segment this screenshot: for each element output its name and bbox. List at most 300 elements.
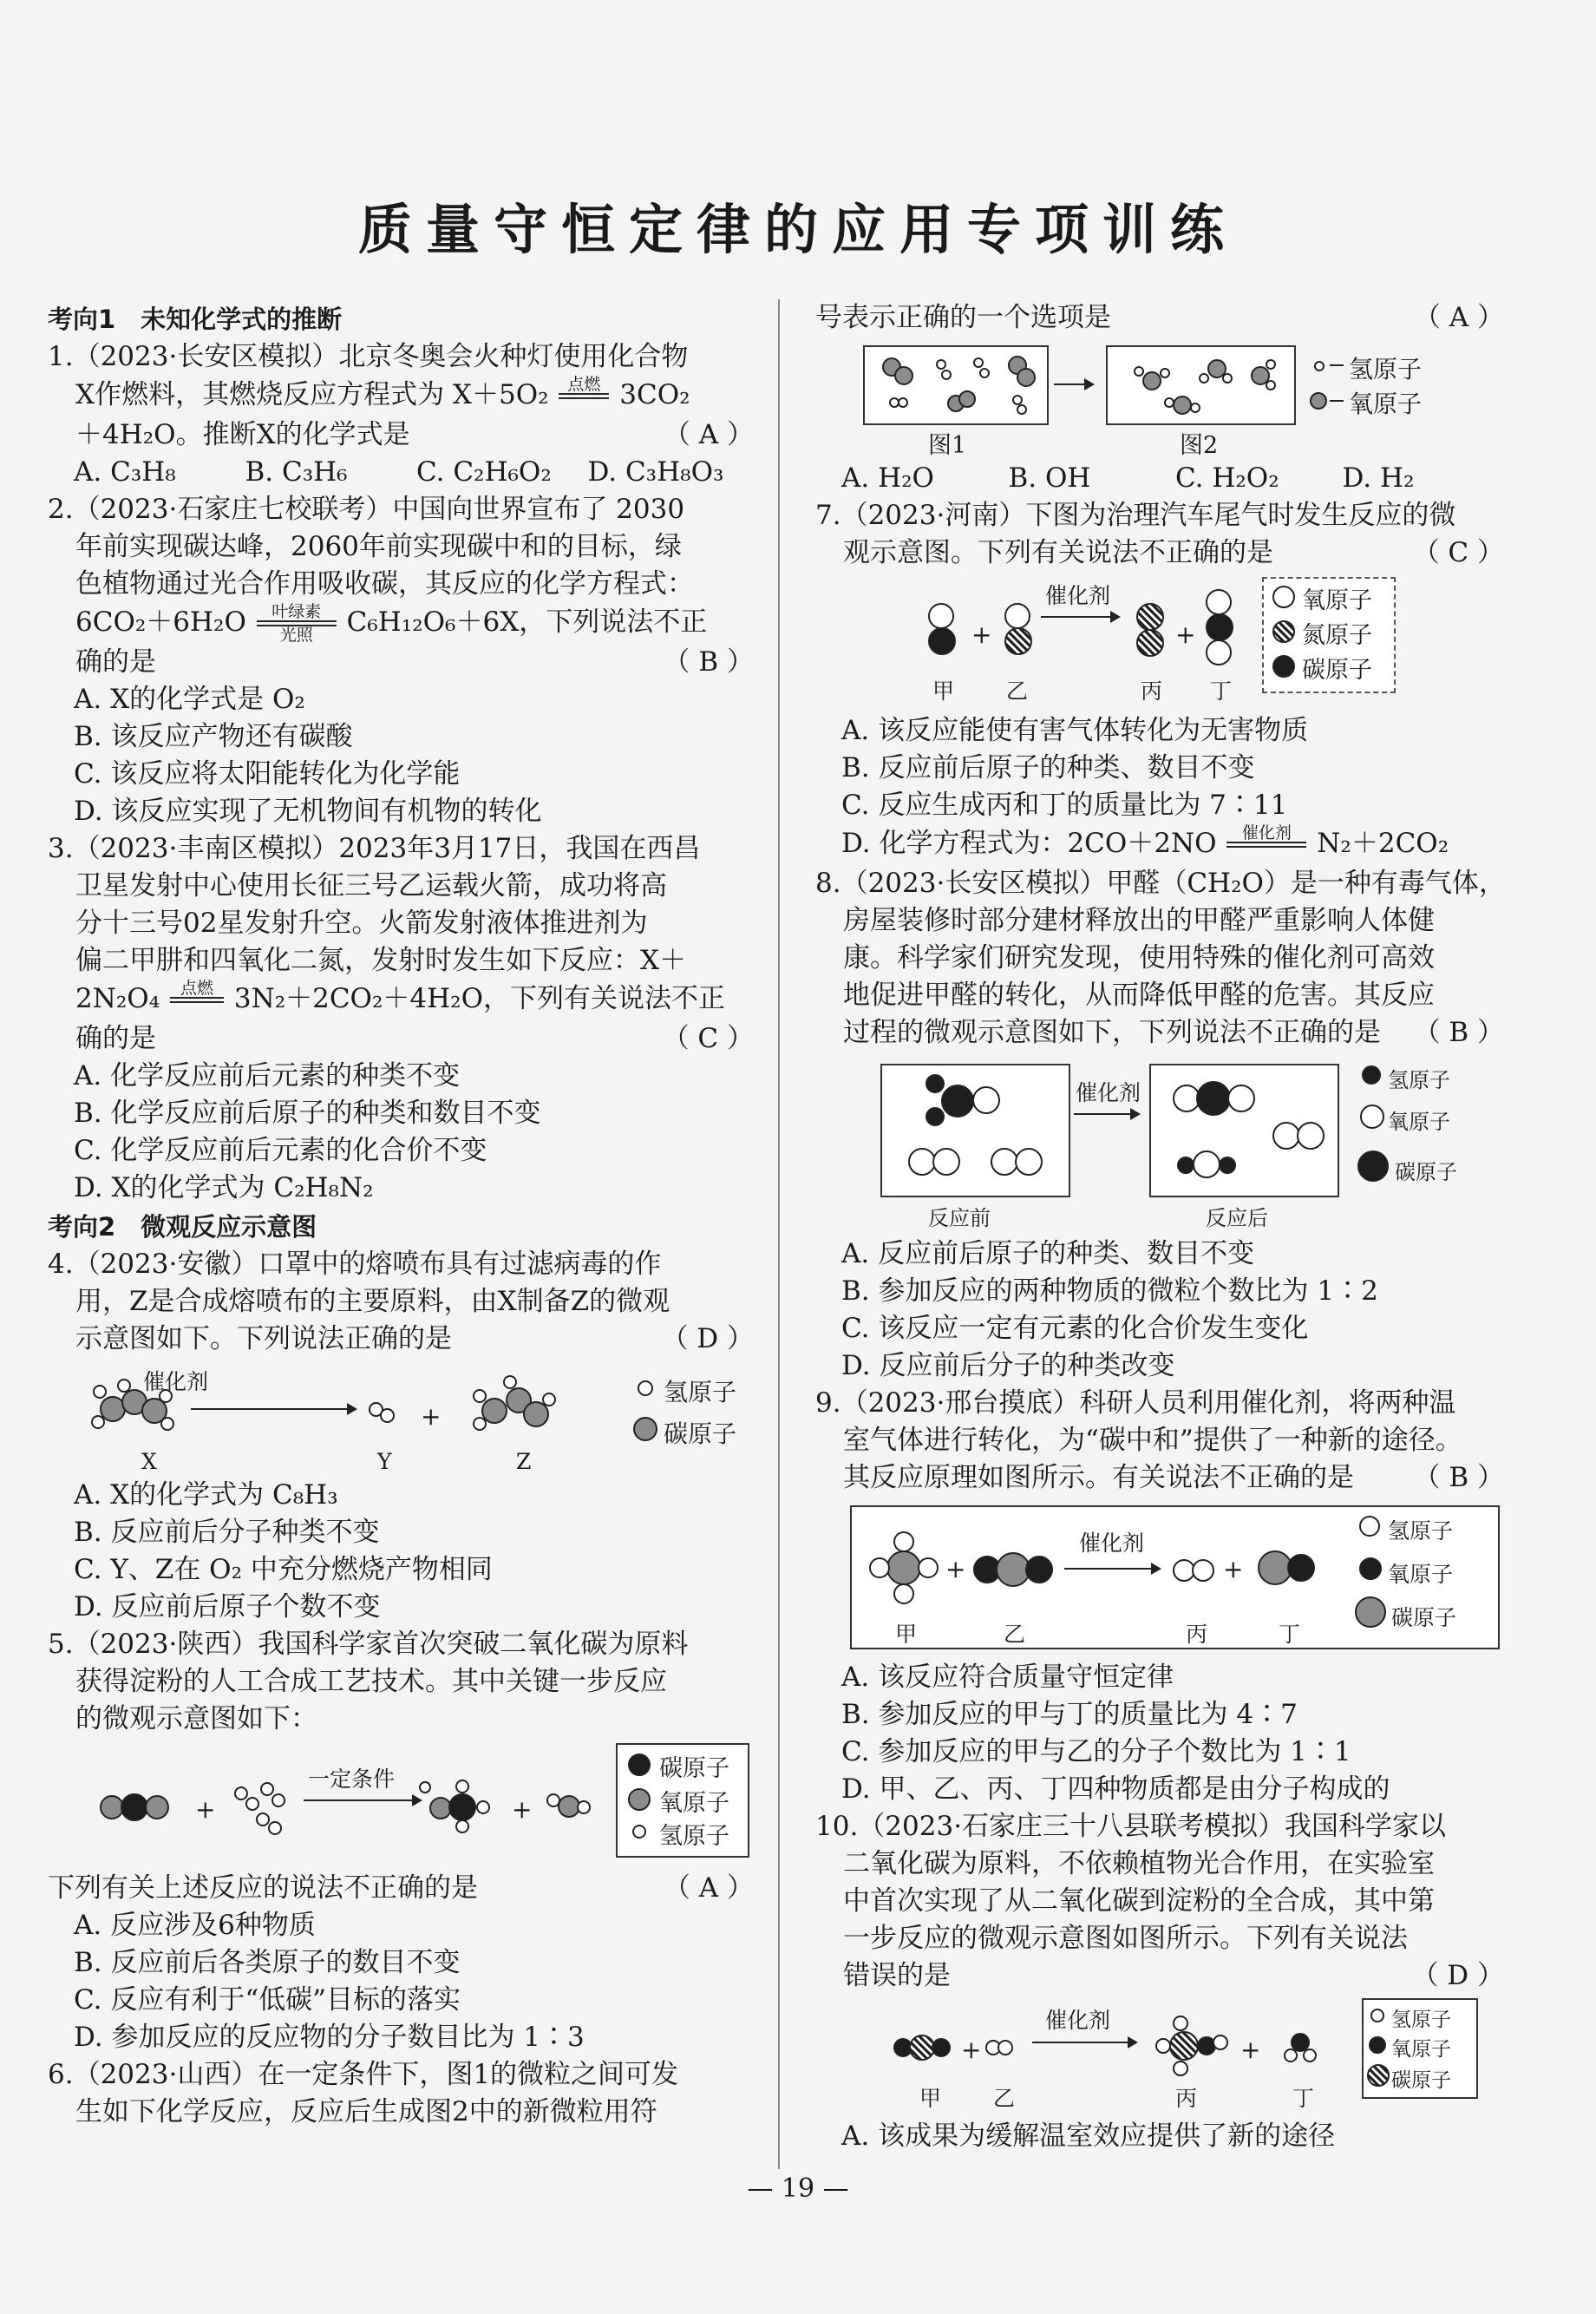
q7-carbon-atom	[928, 627, 956, 655]
q6-answer: （ A ）	[1413, 302, 1504, 333]
q7-figure	[815, 577, 1509, 707]
q7-option-c: C. 反应生成丙和丁的质量比为 7∶11	[841, 790, 1288, 821]
q9-hydrogen-atom	[893, 1531, 914, 1552]
q7-nitrogen-atom	[1136, 603, 1164, 631]
q8-legend-oxygen-swatch	[1360, 1105, 1384, 1129]
q7-legend-nitrogen: 氮原子	[1302, 622, 1372, 649]
q10-hydrogen-atom	[1213, 2035, 1228, 2050]
q2-stem-c: 色植物通过光合作用吸收碳，其反应的化学方程式：	[75, 568, 694, 600]
q3-eq-left: 2N₂O₄	[75, 983, 160, 1014]
q10-label-jia: 甲	[919, 2086, 942, 2111]
q6-legend-hydrogen: 氢原子	[1349, 355, 1423, 383]
q7-label-yi: 乙	[1006, 678, 1029, 704]
page-title: 质量守恒定律的应用专项训练	[357, 198, 1238, 261]
q5-plus-1: +	[195, 1795, 216, 1824]
q10-hydrogen-atom	[998, 2040, 1013, 2055]
q10-stem-b: 二氧化碳为原料，不依赖植物光合作用，在实验室	[843, 1848, 1435, 1879]
q9-legend-hydrogen: 氢原子	[1388, 1518, 1454, 1544]
q6-figure	[815, 342, 1509, 459]
q3-option-b: B. 化学反应前后原子的种类和数目不变	[74, 1098, 541, 1129]
q10-legend-box	[1362, 1998, 1478, 2099]
q2-cond-top: 叶绿素	[271, 602, 322, 621]
q9-legend-carbon: 碳原子	[1391, 1605, 1457, 1630]
q3-condition	[168, 980, 226, 1020]
question-10	[815, 1808, 1509, 2155]
q10-reaction-arrow	[1032, 2042, 1136, 2043]
q6-oxygen-atom	[894, 366, 913, 385]
q6-hydrogen-atom	[973, 357, 984, 368]
q10-stem-d: 一步反应的微观示意图如图所示。下列有关说法	[843, 1923, 1408, 1954]
q8-hydrogen-atom	[926, 1074, 945, 1093]
q8-stem-e: 过程的微观示意图如下，下列说法不正确的是	[843, 1017, 1381, 1048]
q1-option-a: A. C₃H₈	[74, 456, 176, 488]
q7-label-jia: 甲	[932, 678, 955, 704]
q7-stem-a: 7.（2023·河南）下图为治理汽车尾气时发生反应的微	[815, 500, 1456, 531]
q8-stem-b: 房屋装修时部分建材释放出的甲醛严重影响人体健	[843, 905, 1435, 936]
q10-hydrogen-atom	[1173, 2061, 1188, 2076]
q9-catalyst-label: 催化剂	[1079, 1531, 1145, 1556]
q10-legend-carbon-swatch	[1367, 2064, 1390, 2087]
q8-before-box	[880, 1064, 1070, 1197]
q2-condition	[255, 603, 338, 644]
q4-x-hydrogen-atom	[160, 1417, 174, 1431]
q8-carbon-atom	[941, 1085, 974, 1118]
q9-hydrogen-atom	[893, 1583, 914, 1604]
q3-stem-d: 偏二甲肼和四氧化二氮，发射时发生如下反应：X＋	[75, 945, 687, 976]
question-5	[48, 1626, 759, 2056]
q1-cond-text: 点燃	[567, 375, 601, 394]
q6-hydrogen-atom	[936, 359, 946, 370]
q8-legend-carbon-swatch	[1357, 1150, 1389, 1182]
q7-reaction-arrow	[1041, 616, 1119, 618]
q10-stem-e: 错误的是	[843, 1960, 951, 1991]
q8-legend-hydrogen-swatch	[1362, 1065, 1381, 1085]
q5-option-a: A. 反应涉及6种物质	[74, 1910, 316, 1941]
q7-oxygen-atom	[928, 603, 954, 629]
question-4	[48, 1246, 759, 1626]
question-8	[815, 865, 1509, 1385]
q8-stem-c: 康。科学家们研究发现，使用特殊的催化剂可高效	[843, 942, 1435, 973]
q2-option-d: D. 该反应实现了无机物间有机物的转化	[74, 796, 542, 827]
q8-oxygen-atom	[1193, 1150, 1220, 1178]
q8-stem-d: 地促进甲醛的转化，从而降低甲醛的危害。其反应	[843, 980, 1435, 1011]
q10-carbon-atom	[1169, 2031, 1199, 2061]
q4-x-hydrogen-atom	[91, 1415, 105, 1429]
q6-option-d: D. H₂	[1342, 462, 1415, 494]
q8-stem-a: 8.（2023·长安区模拟）甲醛（CH₂O）是一种有毒气体，	[815, 868, 1506, 899]
q7-legend-carbon: 碳原子	[1302, 657, 1372, 684]
q5-hydrogen-atom	[234, 1786, 248, 1800]
q9-plus-1: +	[945, 1555, 966, 1583]
q1-option-b: B. C₃H₆	[245, 456, 348, 488]
q6-hydrogen-atom	[1199, 373, 1209, 383]
q4-option-d: D. 反应前后原子个数不变	[74, 1591, 381, 1622]
q7-option-d-cond: 催化剂	[1241, 823, 1292, 842]
q4-stem-c: 示意图如下。下列说法正确的是	[75, 1323, 452, 1354]
q5-hydrogen-atom	[271, 1793, 285, 1807]
q9-oxygen-atom	[1025, 1556, 1053, 1583]
q10-option-a: A. 该成果为缓解温室效应提供了新的途径	[841, 2121, 1336, 2152]
q4-z-hydrogen-atom	[503, 1375, 517, 1389]
q6-stem-c: 号表示正确的一个选项是	[815, 302, 1111, 333]
q6-hydrogen-atom	[1134, 366, 1144, 377]
q8-catalyst-label: 催化剂	[1076, 1080, 1141, 1105]
q2-eq-left: 6CO₂＋6H₂O	[75, 606, 246, 638]
q6-label-fig2: 图2	[1180, 432, 1219, 459]
q4-z-hydrogen-atom	[542, 1393, 556, 1406]
q1-stem-a: 1.（2023·长安区模拟）北京冬奥会火种灯使用化合物	[48, 341, 689, 372]
question-3	[48, 830, 759, 1207]
q6-oxygen-atom	[1142, 371, 1161, 390]
q10-legend-hydrogen: 氢原子	[1391, 2009, 1451, 2031]
q8-oxygen-atom	[1227, 1085, 1255, 1112]
q9-answer: （ B ）	[1413, 1462, 1504, 1493]
q10-legend-carbon: 碳原子	[1391, 2069, 1451, 2092]
q8-option-b: B. 参加反应的两种物质的微粒个数比为 1∶2	[841, 1275, 1378, 1307]
q6-hydrogen-atom	[1160, 368, 1170, 378]
question-2	[48, 491, 759, 830]
q9-option-a: A. 该反应符合质量守恒定律	[841, 1662, 1174, 1693]
q5-stem-d: 下列有关上述反应的说法不正确的是	[48, 1872, 478, 1904]
q5-stem-b: 获得淀粉的人工合成工艺技术。其中关键一步反应	[75, 1666, 667, 1697]
q10-label-bing: 丙	[1175, 2086, 1198, 2111]
q7-oxygen-atom	[1206, 639, 1232, 665]
q7-option-d-left: D. 化学方程式为：2CO＋2NO	[841, 828, 1217, 859]
q4-x-hydrogen-atom	[93, 1385, 107, 1399]
q7-legend-oxygen: 氧原子	[1302, 587, 1372, 614]
q7-plus-2: +	[1175, 620, 1196, 649]
q7-option-d-condition	[1225, 824, 1308, 865]
q9-carbon-atom	[886, 1550, 921, 1585]
q1-stem-b-line	[48, 376, 759, 416]
q5-plus-2: +	[512, 1795, 533, 1824]
q9-option-c: C. 参加反应的甲与乙的分子个数比为 1∶1	[841, 1736, 1351, 1767]
q8-hydrogen-atom	[1177, 1157, 1194, 1174]
q8-oxygen-atom	[1015, 1148, 1043, 1176]
q5-hydrogen-atom	[476, 1800, 490, 1814]
q3-stem-e-line	[48, 1020, 759, 1058]
q4-answer: （ D ）	[661, 1323, 754, 1354]
q6-legend-oxygen-swatch	[1310, 392, 1327, 410]
q5-hydrogen-atom	[245, 1797, 259, 1811]
q9-hydrogen-atom	[918, 1557, 939, 1578]
q10-label-ding: 丁	[1292, 2086, 1315, 2111]
q4-z-hydrogen-atom	[473, 1417, 487, 1431]
q2-option-c: C. 该反应将太阳能转化为化学能	[74, 758, 461, 790]
q4-x-hydrogen-atom	[117, 1379, 131, 1393]
q4-stem-b: 用，Z是合成熔喷布的主要原料，由X制备Z的微观	[75, 1286, 670, 1317]
q9-stem-c-line	[815, 1459, 1509, 1497]
q5-legend-box	[616, 1743, 749, 1858]
q6-reaction-arrow	[1054, 383, 1093, 385]
q8-oxygen-atom	[932, 1148, 960, 1176]
q4-option-b: B. 反应前后分子种类不变	[74, 1517, 380, 1548]
q7-oxygen-atom	[1004, 603, 1030, 629]
section-heading-1: 考向1 未知化学式的推断	[48, 305, 343, 334]
q7-nitrogen-atom	[1004, 627, 1032, 655]
q7-catalyst-label: 催化剂	[1045, 583, 1111, 608]
q2-answer: （ B ）	[663, 646, 754, 678]
q4-legend-hydrogen: 氢原子	[664, 1378, 737, 1406]
q9-figure	[815, 1502, 1509, 1654]
q4-catalyst-label: 催化剂	[143, 1369, 209, 1394]
q7-option-d	[815, 824, 1509, 865]
q5-reaction-arrow	[304, 1799, 421, 1801]
q7-legend-oxygen-swatch	[1272, 586, 1295, 608]
q8-stem-e-line	[815, 1014, 1509, 1052]
q8-label-before: 反应前	[928, 1206, 991, 1230]
q1-option-d: D. C₃H₈O₃	[587, 456, 724, 488]
q7-plus-1: +	[971, 620, 992, 649]
q10-plus-2: +	[1240, 2035, 1261, 2064]
q6-legend-hydrogen-swatch	[1314, 361, 1325, 371]
question-6-part2	[815, 299, 1509, 497]
q2-stem-d: 确的是	[75, 646, 156, 678]
q6-label-fig1: 图1	[928, 432, 967, 459]
q9-figure-box	[850, 1505, 1500, 1649]
q8-oxygen-atom	[972, 1086, 1000, 1114]
q6-stem-b: 生如下化学反应，反应后生成图2中的新微粒用符	[75, 2096, 657, 2127]
q5-legend-hydrogen: 氢原子	[659, 1823, 729, 1850]
q6-hydrogen-atom	[979, 368, 990, 378]
q8-figure	[815, 1057, 1509, 1230]
q3-eq-right: 3N₂＋2CO₂＋4H₂O，下列有关说法不正	[233, 983, 726, 1014]
question-9	[815, 1385, 1509, 1808]
q10-hydrogen-atom	[1173, 2016, 1188, 2031]
q10-stem-a: 10.（2023·石家庄三十八县联考模拟）我国科学家以	[815, 1811, 1447, 1842]
q10-plus-1: +	[961, 2035, 982, 2064]
q3-stem-c: 分十三号02星发射升空。火箭发射液体推进剂为	[75, 908, 648, 939]
q10-answer: （ D ）	[1411, 1960, 1504, 1991]
q9-oxygen-atom	[1287, 1554, 1315, 1582]
q9-legend-oxygen-swatch	[1359, 1557, 1382, 1580]
q6-option-b: B. OH	[1008, 462, 1091, 494]
q7-legend-box	[1262, 577, 1396, 693]
q5-figure	[48, 1743, 759, 1865]
q4-legend-carbon: 碳原子	[664, 1419, 737, 1448]
q6-hydrogen-atom	[1266, 359, 1276, 370]
right-column	[815, 299, 1509, 2155]
question-7	[815, 497, 1509, 865]
q4-z-hydrogen-atom	[473, 1389, 487, 1403]
q4-legend-carbon-swatch	[633, 1417, 657, 1441]
q5-hydrogen-atom	[260, 1782, 274, 1796]
q8-carbon-atom	[1196, 1081, 1231, 1116]
q6-stem-a: 6.（2023·山西）在一定条件下，图1的微粒之间可发	[48, 2059, 679, 2090]
q10-legend-hydrogen-swatch	[1370, 2009, 1384, 2022]
q4-figure	[48, 1363, 759, 1472]
q1-stem-d: ＋4H₂O。推断X的化学式是	[75, 419, 410, 450]
q8-hydrogen-atom	[926, 1107, 945, 1126]
q10-legend-oxygen: 氧原子	[1391, 2038, 1451, 2061]
q4-plus: +	[421, 1402, 442, 1431]
q5-condition-label: 一定条件	[308, 1767, 396, 1792]
q5-stem-a: 5.（2023·陕西）我国科学家首次突破二氧化碳为原料	[48, 1629, 689, 1660]
q2-stem-a: 2.（2023·石家庄七校联考）中国向世界宣布了 2030	[48, 494, 685, 525]
question-6-part1	[48, 2056, 759, 2131]
q2-cond-bot: 光照	[279, 626, 313, 645]
q1-stem-b: X作燃料，其燃烧反应方程式为 X＋5O₂	[75, 379, 549, 410]
q1-options	[48, 454, 759, 491]
q8-label-after: 反应后	[1206, 1206, 1268, 1230]
q7-label-bing: 丙	[1141, 678, 1163, 704]
column-divider	[778, 299, 780, 2169]
q10-legend-oxygen-swatch	[1369, 2036, 1386, 2054]
q2-option-b: B. 该反应产物还有碳酸	[74, 721, 353, 752]
q10-label-yi: 乙	[993, 2086, 1016, 2111]
q6-stem-c-line	[815, 299, 1509, 337]
left-column	[48, 299, 759, 2131]
q5-option-c: C. 反应有利于“低碳”目标的落实	[74, 1984, 461, 2016]
q9-stem-a: 9.（2023·邢台摸底）科研人员利用催化剂，将两种温	[815, 1387, 1456, 1419]
q10-oxygen-atom	[932, 2038, 951, 2057]
q4-label-z: Z	[516, 1449, 532, 1474]
q9-stem-c: 其反应原理如图所示。有关说法不正确的是	[843, 1462, 1354, 1493]
q3-option-d: D. X的化学式为 C₂H₈N₂	[74, 1172, 374, 1203]
q6-oxygen-atom	[1017, 368, 1036, 387]
q3-stem-e: 确的是	[75, 1023, 156, 1054]
q7-option-d-right: N₂＋2CO₂	[1317, 828, 1449, 859]
q5-hydrogen-atom	[419, 1781, 431, 1793]
q2-eq-right: C₆H₁₂O₆＋6X，下列说法不正	[346, 606, 708, 638]
q4-option-c: C. Y、Z在 O₂ 中充分燃烧产物相同	[74, 1554, 493, 1585]
q5-hydrogen-atom	[577, 1800, 591, 1814]
q8-option-c: C. 该反应一定有元素的化合价发生变化	[841, 1313, 1309, 1344]
q8-legend-carbon: 碳原子	[1395, 1160, 1457, 1184]
q9-reaction-arrow	[1064, 1568, 1160, 1570]
q10-figure	[815, 2000, 1509, 2113]
q8-legend-hydrogen: 氢原子	[1388, 1068, 1450, 1092]
q5-stem-c: 的微观示意图如下：	[75, 1703, 317, 1734]
q3-cond-text: 点燃	[180, 979, 213, 998]
q5-legend-hydrogen-swatch	[632, 1825, 646, 1839]
q9-legend-hydrogen-swatch	[1359, 1516, 1380, 1537]
q1-stem-d-line	[48, 416, 759, 454]
q9-stem-b: 室气体进行转化，为“碳中和”提供了一种新的途径。	[843, 1425, 1462, 1456]
q4-label-x: X	[141, 1449, 157, 1474]
q4-stem-a: 4.（2023·安徽）口罩中的熔喷布具有过滤病毒的作	[48, 1249, 662, 1280]
section-heading-2: 考向2 微观反应示意图	[48, 1212, 317, 1242]
q7-nitrogen-atom	[1136, 629, 1164, 657]
q3-stem-a: 3.（2023·丰南区模拟）2023年3月17日，我国在西昌	[48, 833, 701, 864]
q6-legend-oxygen-line	[1330, 400, 1344, 402]
q3-answer: （ C ）	[662, 1023, 754, 1054]
q6-legend-oxygen: 氧原子	[1349, 390, 1423, 418]
q10-stem-c: 中首次实现了从二氧化碳到淀粉的全合成，其中第	[843, 1885, 1435, 1917]
q7-stem-b: 观示意图。下列有关说法不正确的是	[843, 537, 1273, 568]
q9-hydrogen-atom	[1192, 1559, 1214, 1582]
q8-answer: （ B ）	[1413, 1017, 1504, 1048]
q5-answer: （ A ）	[663, 1872, 754, 1904]
q7-carbon-atom	[1206, 613, 1233, 641]
q7-answer: （ C ）	[1412, 537, 1504, 568]
q9-plus-2: +	[1223, 1555, 1244, 1583]
q5-hydrogen-atom	[455, 1780, 469, 1793]
q7-option-b: B. 反应前后原子的种类、数目不变	[841, 752, 1255, 783]
q5-legend-oxygen: 氧原子	[659, 1790, 729, 1817]
q9-label-bing: 丙	[1186, 1622, 1208, 1647]
q3-equation	[48, 980, 759, 1020]
q8-reaction-arrow	[1074, 1113, 1139, 1115]
q6-options	[815, 460, 1509, 497]
q5-oxygen-atom	[145, 1795, 169, 1819]
q3-option-c: C. 化学反应前后元素的化合价不变	[74, 1135, 487, 1166]
q6-oxygen-atom	[958, 390, 976, 408]
q8-option-d: D. 反应前后分子的种类改变	[841, 1350, 1175, 1381]
q1-condition	[557, 376, 611, 416]
q6-hydrogen-atom	[1222, 373, 1233, 383]
q9-legend-carbon-swatch	[1355, 1596, 1386, 1628]
q7-legend-carbon-swatch	[1272, 655, 1295, 678]
page-number: — 19 —	[747, 2173, 849, 2204]
q6-hydrogen-atom	[1266, 380, 1276, 390]
q7-stem-b-line	[815, 534, 1509, 572]
q6-figure-2-box	[1106, 345, 1296, 425]
q7-legend-nitrogen-swatch	[1272, 620, 1295, 643]
q4-stem-c-line	[48, 1321, 759, 1358]
question-1	[48, 338, 759, 491]
q4-label-y: Y	[377, 1449, 392, 1474]
q8-legend-oxygen: 氧原子	[1388, 1110, 1450, 1134]
q5-carbon-atom	[448, 1793, 476, 1821]
q7-oxygen-atom	[1206, 589, 1232, 615]
q2-stem-b: 年前实现碳达峰，2060年前实现碳中和的目标，绿	[75, 531, 682, 562]
q10-hydrogen-atom	[1303, 2049, 1317, 2062]
q1-option-c: C. C₂H₆O₂	[416, 456, 552, 488]
q4-legend-hydrogen-swatch	[638, 1380, 653, 1396]
q7-option-a: A. 该反应能使有害气体转化为无害物质	[841, 715, 1309, 746]
q9-option-d: D. 甲、乙、丙、丁四种物质都是由分子构成的	[841, 1773, 1390, 1805]
q9-option-b: B. 参加反应的甲与丁的质量比为 4∶7	[841, 1699, 1298, 1730]
q6-hydrogen-atom	[1017, 404, 1027, 415]
q5-hydrogen-atom	[256, 1813, 270, 1826]
q5-stem-d-line	[48, 1870, 759, 1907]
q2-equation	[48, 603, 759, 644]
q4-y-hydrogen-atom	[380, 1408, 395, 1423]
q6-figure-1-box	[863, 345, 1049, 425]
q8-oxygen-atom	[1297, 1122, 1325, 1150]
q10-catalyst-label: 催化剂	[1045, 2008, 1111, 2033]
q6-hydrogen-atom	[898, 397, 908, 408]
q5-option-b: B. 反应前后各类原子的数目不变	[74, 1947, 461, 1978]
q6-legend-hydrogen-line	[1330, 364, 1344, 366]
q5-legend-carbon-swatch	[628, 1754, 651, 1776]
q10-hydrogen-atom	[1155, 2038, 1171, 2054]
q6-hydrogen-atom	[1190, 403, 1200, 413]
q1-stem-c: 3CO₂	[619, 379, 690, 410]
q7-label-ding: 丁	[1210, 678, 1233, 704]
q9-legend-oxygen: 氧原子	[1388, 1562, 1454, 1587]
q9-label-ding: 丁	[1279, 1622, 1301, 1647]
q2-stem-d-line	[48, 644, 759, 681]
q9-label-yi: 乙	[1004, 1622, 1026, 1647]
q8-after-box	[1149, 1064, 1339, 1197]
q5-hydrogen-atom	[455, 1819, 469, 1833]
q6-oxygen-atom	[1173, 396, 1192, 415]
q6-hydrogen-atom	[941, 370, 952, 380]
q4-reaction-arrow	[191, 1408, 356, 1410]
q5-hydrogen-atom	[268, 1821, 282, 1835]
q1-answer: （ A ）	[663, 419, 754, 450]
q9-label-jia: 甲	[895, 1622, 918, 1647]
q6-option-c: C. H₂O₂	[1175, 462, 1279, 494]
q5-legend-oxygen-swatch	[628, 1788, 651, 1811]
q4-option-a: A. X的化学式为 C₈H₃	[74, 1479, 338, 1511]
q3-option-a: A. 化学反应前后元素的种类不变	[74, 1060, 461, 1091]
q5-option-d: D. 参加反应的反应物的分子数目比为 1∶3	[74, 2022, 585, 2053]
q6-option-a: A. H₂O	[841, 462, 934, 494]
q8-hydrogen-atom	[1219, 1157, 1236, 1174]
